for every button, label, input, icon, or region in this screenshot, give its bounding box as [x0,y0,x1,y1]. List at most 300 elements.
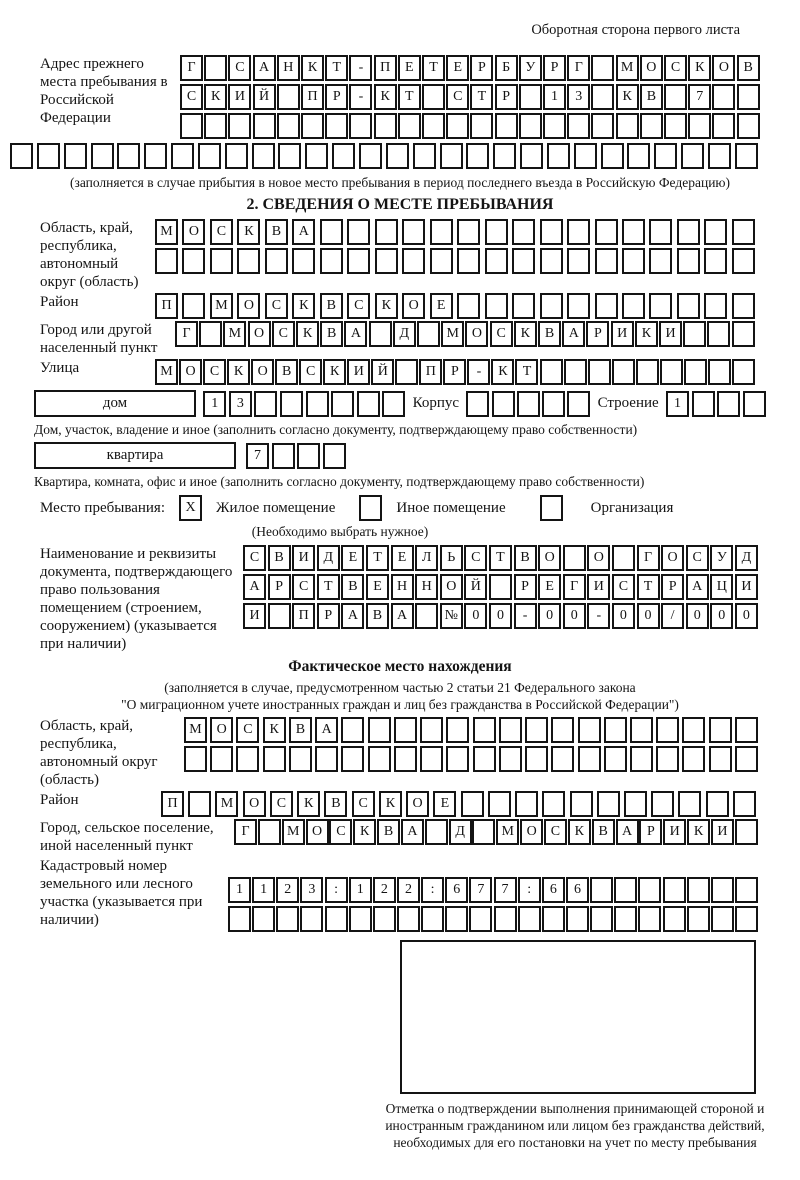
char-cell[interactable] [430,248,453,274]
char-cell[interactable] [457,248,480,274]
char-cell[interactable] [420,717,443,743]
char-cell[interactable] [604,717,627,743]
char-cell[interactable]: К [616,84,639,110]
char-cell[interactable] [677,293,700,319]
char-cell[interactable]: Б [495,55,518,81]
char-cell[interactable]: Т [515,359,538,385]
char-cell[interactable] [258,819,281,845]
char-cell[interactable]: Т [366,545,389,571]
char-cell[interactable]: К [323,359,346,385]
char-cell[interactable]: - [349,84,372,110]
char-cell[interactable]: 1 [543,84,566,110]
char-cell[interactable]: У [519,55,542,81]
char-cell[interactable] [711,906,734,932]
char-cell[interactable] [515,791,538,817]
char-cell[interactable] [272,443,295,469]
char-cell[interactable] [542,906,565,932]
char-cell[interactable] [622,248,645,274]
char-cell[interactable] [733,791,756,817]
char-cell[interactable] [567,219,590,245]
char-cell[interactable]: 0 [612,603,635,629]
char-cell[interactable]: 2 [373,877,396,903]
char-cell[interactable] [489,574,512,600]
char-cell[interactable]: Е [446,55,469,81]
char-cell[interactable] [254,391,277,417]
char-cell[interactable]: - [349,55,372,81]
char-cell[interactable] [331,391,354,417]
char-cell[interactable] [446,717,469,743]
char-cell[interactable] [688,113,711,139]
char-cell[interactable] [687,906,710,932]
char-cell[interactable]: Т [470,84,493,110]
char-cell[interactable]: Р [586,321,609,347]
char-cell[interactable]: 1 [349,877,372,903]
char-cell[interactable]: А [344,321,367,347]
char-cell[interactable]: М [282,819,305,845]
char-cell[interactable] [640,113,663,139]
char-cell[interactable] [325,113,348,139]
char-cell[interactable]: И [663,819,686,845]
char-cell[interactable] [677,248,700,274]
char-cell[interactable] [525,717,548,743]
char-cell[interactable] [306,391,329,417]
char-cell[interactable]: Т [398,84,421,110]
char-cell[interactable] [144,143,167,169]
char-cell[interactable] [622,219,645,245]
char-cell[interactable]: О [640,55,663,81]
char-cell[interactable]: С [210,219,233,245]
char-cell[interactable]: Н [391,574,414,600]
char-cell[interactable]: А [616,819,639,845]
char-cell[interactable]: 0 [563,603,586,629]
char-cell[interactable] [649,248,672,274]
char-cell[interactable]: Г [567,55,590,81]
char-cell[interactable] [37,143,60,169]
char-cell[interactable]: М [184,717,207,743]
char-cell[interactable] [711,877,734,903]
char-cell[interactable] [277,113,300,139]
char-cell[interactable] [732,248,755,274]
char-cell[interactable] [622,293,645,319]
checkbox-org[interactable] [540,495,563,521]
char-cell[interactable] [395,359,418,385]
char-cell[interactable] [614,877,637,903]
char-cell[interactable]: У [710,545,733,571]
char-cell[interactable]: 3 [300,877,323,903]
char-cell[interactable]: С [265,293,288,319]
dom-box[interactable]: дом [34,390,196,417]
char-cell[interactable] [578,717,601,743]
char-cell[interactable]: И [228,84,251,110]
char-cell[interactable] [472,819,495,845]
char-cell[interactable]: 7 [246,443,269,469]
char-cell[interactable]: Е [433,791,456,817]
char-cell[interactable]: В [268,545,291,571]
char-cell[interactable]: В [737,55,760,81]
char-cell[interactable] [591,84,614,110]
char-cell[interactable]: К [374,84,397,110]
char-cell[interactable]: 0 [686,603,709,629]
char-cell[interactable] [656,717,679,743]
char-cell[interactable] [182,293,205,319]
char-cell[interactable] [612,359,635,385]
checkbox-inoe[interactable] [359,495,382,521]
char-cell[interactable] [678,791,701,817]
char-cell[interactable] [297,443,320,469]
char-cell[interactable] [457,219,480,245]
char-cell[interactable] [368,717,391,743]
char-cell[interactable]: Д [449,819,472,845]
char-cell[interactable] [664,113,687,139]
char-cell[interactable] [578,746,601,772]
char-cell[interactable]: Г [563,574,586,600]
char-cell[interactable]: О [402,293,425,319]
char-cell[interactable] [682,746,705,772]
char-cell[interactable] [708,143,731,169]
char-cell[interactable] [280,391,303,417]
char-cell[interactable] [540,293,563,319]
char-cell[interactable] [649,293,672,319]
char-cell[interactable]: А [243,574,266,600]
char-cell[interactable] [520,143,543,169]
char-cell[interactable]: О [712,55,735,81]
char-cell[interactable] [704,248,727,274]
char-cell[interactable]: В [265,219,288,245]
char-cell[interactable] [253,113,276,139]
char-cell[interactable] [591,55,614,81]
char-cell[interactable]: Е [430,293,453,319]
char-cell[interactable]: С [228,55,251,81]
char-cell[interactable] [651,791,674,817]
char-cell[interactable]: О [440,574,463,600]
char-cell[interactable] [430,219,453,245]
char-cell[interactable] [519,84,542,110]
char-cell[interactable] [638,877,661,903]
char-cell[interactable]: М [616,55,639,81]
char-cell[interactable]: В [320,321,343,347]
char-cell[interactable]: К [688,55,711,81]
char-cell[interactable] [413,143,436,169]
char-cell[interactable]: С [270,791,293,817]
char-cell[interactable] [512,219,535,245]
char-cell[interactable]: Н [277,55,300,81]
char-cell[interactable]: И [611,321,634,347]
char-cell[interactable] [386,143,409,169]
char-cell[interactable]: 7 [494,877,517,903]
char-cell[interactable] [614,906,637,932]
char-cell[interactable]: 0 [637,603,660,629]
char-cell[interactable] [518,906,541,932]
char-cell[interactable] [638,906,661,932]
char-cell[interactable]: В [341,574,364,600]
char-cell[interactable]: П [155,293,178,319]
char-cell[interactable]: Г [180,55,203,81]
char-cell[interactable] [630,746,653,772]
char-cell[interactable] [687,877,710,903]
char-cell[interactable] [320,248,343,274]
char-cell[interactable] [320,219,343,245]
char-cell[interactable]: М [210,293,233,319]
char-cell[interactable] [595,219,618,245]
char-cell[interactable]: Р [317,603,340,629]
char-cell[interactable] [440,143,463,169]
char-cell[interactable]: П [292,603,315,629]
char-cell[interactable] [188,791,211,817]
char-cell[interactable]: 0 [538,603,561,629]
char-cell[interactable] [732,359,755,385]
char-cell[interactable] [349,906,372,932]
char-cell[interactable]: Р [495,84,518,110]
char-cell[interactable] [402,219,425,245]
char-cell[interactable]: Т [637,574,660,600]
char-cell[interactable]: И [659,321,682,347]
char-cell[interactable] [210,746,233,772]
char-cell[interactable]: В [640,84,663,110]
char-cell[interactable]: Т [317,574,340,600]
char-cell[interactable]: К [491,359,514,385]
char-cell[interactable] [735,143,758,169]
char-cell[interactable] [542,791,565,817]
char-cell[interactable] [567,293,590,319]
char-cell[interactable]: К [301,55,324,81]
char-cell[interactable] [706,791,729,817]
char-cell[interactable] [683,321,706,347]
char-cell[interactable] [252,906,275,932]
char-cell[interactable]: С [490,321,513,347]
char-cell[interactable]: А [562,321,585,347]
char-cell[interactable] [469,906,492,932]
char-cell[interactable] [323,443,346,469]
char-cell[interactable] [709,746,732,772]
char-cell[interactable] [252,143,275,169]
char-cell[interactable] [519,113,542,139]
char-cell[interactable] [237,248,260,274]
char-cell[interactable] [540,248,563,274]
char-cell[interactable]: Г [637,545,660,571]
char-cell[interactable] [198,143,221,169]
char-cell[interactable]: О [251,359,274,385]
char-cell[interactable]: П [161,791,184,817]
char-cell[interactable]: В [320,293,343,319]
char-cell[interactable] [735,819,758,845]
char-cell[interactable] [325,906,348,932]
char-cell[interactable] [684,359,707,385]
char-cell[interactable] [485,248,508,274]
char-cell[interactable]: 3 [229,391,252,417]
char-cell[interactable]: О [661,545,684,571]
char-cell[interactable]: Д [735,545,758,571]
char-cell[interactable] [712,113,735,139]
char-cell[interactable] [735,717,758,743]
char-cell[interactable]: 0 [464,603,487,629]
char-cell[interactable] [461,791,484,817]
char-cell[interactable]: 0 [489,603,512,629]
char-cell[interactable]: К [296,321,319,347]
char-cell[interactable] [732,293,755,319]
char-cell[interactable] [276,906,299,932]
char-cell[interactable] [470,113,493,139]
char-cell[interactable] [663,877,686,903]
char-cell[interactable] [512,248,535,274]
checkbox-zhiloe[interactable]: X [179,495,202,521]
char-cell[interactable] [300,906,323,932]
char-cell[interactable] [236,746,259,772]
char-cell[interactable] [704,219,727,245]
char-cell[interactable]: А [401,819,424,845]
char-cell[interactable] [612,545,635,571]
char-cell[interactable] [394,717,417,743]
char-cell[interactable]: Г [175,321,198,347]
char-cell[interactable]: - [514,603,537,629]
char-cell[interactable] [473,717,496,743]
char-cell[interactable]: Й [371,359,394,385]
char-cell[interactable]: Р [543,55,566,81]
char-cell[interactable] [682,717,705,743]
char-cell[interactable]: Г [234,819,257,845]
char-cell[interactable]: П [419,359,442,385]
char-cell[interactable] [466,391,489,417]
char-cell[interactable]: О [587,545,610,571]
char-cell[interactable] [604,746,627,772]
char-cell[interactable] [540,219,563,245]
char-cell[interactable] [349,113,372,139]
char-cell[interactable]: В [289,717,312,743]
char-cell[interactable]: 1 [666,391,689,417]
char-cell[interactable] [567,391,590,417]
char-cell[interactable] [421,906,444,932]
char-cell[interactable]: Й [253,84,276,110]
char-cell[interactable]: С [352,791,375,817]
char-cell[interactable]: В [377,819,400,845]
char-cell[interactable]: К [635,321,658,347]
char-cell[interactable] [495,113,518,139]
char-cell[interactable]: О [243,791,266,817]
char-cell[interactable] [394,746,417,772]
char-cell[interactable]: И [735,574,758,600]
char-cell[interactable] [737,113,760,139]
char-cell[interactable] [743,391,766,417]
char-cell[interactable]: М [155,219,178,245]
char-cell[interactable]: П [374,55,397,81]
char-cell[interactable] [446,113,469,139]
char-cell[interactable] [180,113,203,139]
char-cell[interactable]: 1 [228,877,251,903]
char-cell[interactable] [347,248,370,274]
char-cell[interactable]: Е [366,574,389,600]
char-cell[interactable] [735,877,758,903]
char-cell[interactable] [654,143,677,169]
char-cell[interactable]: 1 [252,877,275,903]
char-cell[interactable] [347,219,370,245]
char-cell[interactable] [588,359,611,385]
char-cell[interactable]: Й [464,574,487,600]
char-cell[interactable]: Т [325,55,348,81]
char-cell[interactable]: А [341,603,364,629]
char-cell[interactable]: А [292,219,315,245]
char-cell[interactable] [574,143,597,169]
char-cell[interactable] [466,143,489,169]
char-cell[interactable] [301,113,324,139]
char-cell[interactable]: Д [393,321,416,347]
char-cell[interactable]: : [325,877,348,903]
char-cell[interactable]: К [227,359,250,385]
char-cell[interactable]: Р [268,574,291,600]
char-cell[interactable] [332,143,355,169]
char-cell[interactable] [547,143,570,169]
char-cell[interactable] [737,84,760,110]
char-cell[interactable] [415,603,438,629]
char-cell[interactable]: В [366,603,389,629]
char-cell[interactable] [551,746,574,772]
char-cell[interactable] [485,219,508,245]
char-cell[interactable] [712,84,735,110]
char-cell[interactable]: С [544,819,567,845]
char-cell[interactable]: С [203,359,226,385]
char-cell[interactable]: О [520,819,543,845]
char-cell[interactable] [735,906,758,932]
char-cell[interactable]: М [215,791,238,817]
char-cell[interactable]: С [299,359,322,385]
char-cell[interactable]: К [237,219,260,245]
char-cell[interactable]: А [315,717,338,743]
char-cell[interactable] [485,293,508,319]
char-cell[interactable] [420,746,443,772]
char-cell[interactable] [595,293,618,319]
char-cell[interactable]: Д [317,545,340,571]
char-cell[interactable] [375,219,398,245]
char-cell[interactable] [636,359,659,385]
char-cell[interactable]: В [592,819,615,845]
char-cell[interactable]: 7 [688,84,711,110]
char-cell[interactable]: С [464,545,487,571]
char-cell[interactable] [627,143,650,169]
char-cell[interactable]: О [237,293,260,319]
kvartira-box[interactable]: квартира [34,442,236,469]
char-cell[interactable] [732,219,755,245]
char-cell[interactable] [417,321,440,347]
char-cell[interactable]: М [223,321,246,347]
char-cell[interactable] [228,113,251,139]
char-cell[interactable] [732,321,755,347]
char-cell[interactable]: 7 [469,877,492,903]
char-cell[interactable]: 0 [710,603,733,629]
char-cell[interactable]: С [180,84,203,110]
char-cell[interactable] [171,143,194,169]
char-cell[interactable] [656,746,679,772]
char-cell[interactable] [91,143,114,169]
char-cell[interactable]: С [292,574,315,600]
char-cell[interactable] [591,113,614,139]
char-cell[interactable]: К [292,293,315,319]
char-cell[interactable]: : [421,877,444,903]
char-cell[interactable] [630,717,653,743]
char-cell[interactable] [681,143,704,169]
char-cell[interactable] [117,143,140,169]
char-cell[interactable]: - [587,603,610,629]
char-cell[interactable] [649,219,672,245]
char-cell[interactable]: С [236,717,259,743]
char-cell[interactable] [616,113,639,139]
char-cell[interactable] [664,84,687,110]
char-cell[interactable] [570,791,593,817]
char-cell[interactable]: Т [489,545,512,571]
char-cell[interactable] [204,113,227,139]
char-cell[interactable] [473,746,496,772]
char-cell[interactable]: О [210,717,233,743]
char-cell[interactable]: П [301,84,324,110]
char-cell[interactable] [382,391,405,417]
char-cell[interactable] [341,746,364,772]
